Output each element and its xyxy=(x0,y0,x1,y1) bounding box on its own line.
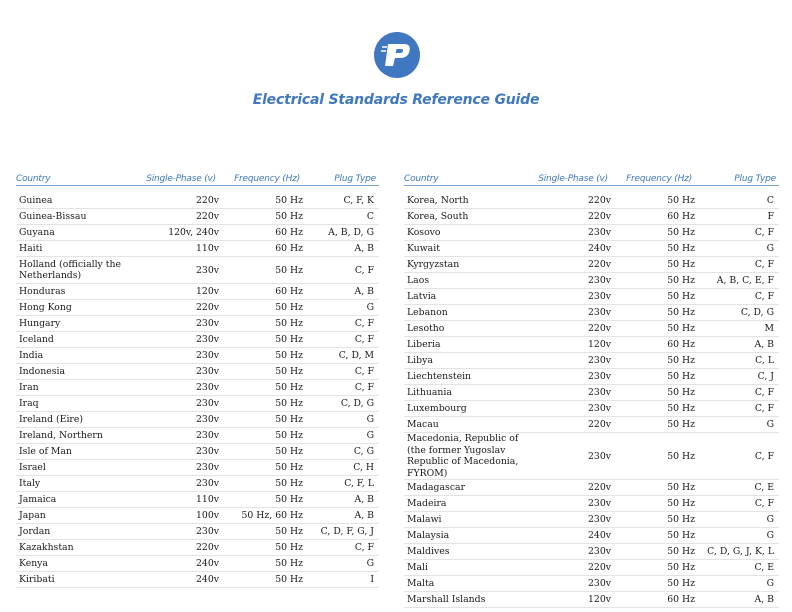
table-row xyxy=(16,524,379,540)
cell-voltage: 220v xyxy=(196,542,219,553)
cell-country: Iran xyxy=(19,381,39,393)
cell-plug: M xyxy=(764,323,774,334)
table-row xyxy=(16,380,379,396)
cell-plug: C, D, F, G, J xyxy=(320,526,374,537)
cell-country: Kyrgyzstan xyxy=(407,258,460,270)
cell-frequency: 50 Hz, 60 Hz xyxy=(241,510,303,521)
cell-voltage: 230v xyxy=(588,498,611,509)
cell-frequency: 50 Hz xyxy=(275,478,303,489)
cell-plug: C, F xyxy=(354,318,374,329)
table-row xyxy=(404,576,779,592)
cell-country: Maldives xyxy=(407,545,450,557)
cell-plug: C, E xyxy=(754,482,774,493)
cell-voltage: 220v xyxy=(196,195,219,206)
cell-frequency: 50 Hz xyxy=(667,419,695,430)
table-row xyxy=(16,332,379,348)
table-row xyxy=(16,556,379,572)
cell-country: Latvia xyxy=(407,290,437,302)
right-table xyxy=(404,166,779,608)
cell-frequency: 50 Hz xyxy=(275,494,303,505)
table-row xyxy=(404,353,779,369)
cell-frequency: 50 Hz xyxy=(667,530,695,541)
cell-voltage: 120v, 240v xyxy=(168,227,219,238)
cell-country: Kosovo xyxy=(407,226,441,238)
table-row xyxy=(404,193,779,209)
cell-frequency: 50 Hz xyxy=(667,291,695,302)
cell-country: Jordan xyxy=(19,525,51,537)
cell-plug: C, E xyxy=(754,562,774,573)
cell-voltage: 230v xyxy=(588,403,611,414)
cell-voltage: 230v xyxy=(588,371,611,382)
table-row xyxy=(16,316,379,332)
cell-frequency: 50 Hz xyxy=(667,371,695,382)
table-row xyxy=(404,592,779,608)
cell-voltage: 230v xyxy=(196,526,219,537)
table-row xyxy=(16,412,379,428)
cell-frequency: 50 Hz xyxy=(667,578,695,589)
cell-frequency: 50 Hz xyxy=(667,259,695,270)
cell-frequency: 60 Hz xyxy=(275,227,303,238)
table-row xyxy=(16,284,379,300)
cell-country: Isle of Man xyxy=(19,445,72,457)
cell-voltage: 230v xyxy=(196,446,219,457)
table-row xyxy=(16,300,379,316)
cell-voltage: 220v xyxy=(588,419,611,430)
cell-voltage: 240v xyxy=(196,574,219,585)
cell-plug: A, B xyxy=(354,494,374,505)
cell-country: Guinea xyxy=(19,194,53,206)
right-table-body xyxy=(404,193,779,608)
cell-plug: C, F xyxy=(754,227,774,238)
table-row xyxy=(16,460,379,476)
cell-frequency: 50 Hz xyxy=(275,526,303,537)
cell-plug: C, D, G xyxy=(740,307,774,318)
cell-frequency: 60 Hz xyxy=(275,286,303,297)
left-table-body xyxy=(16,193,379,588)
cell-frequency: 50 Hz xyxy=(275,334,303,345)
cell-frequency: 50 Hz xyxy=(275,430,303,441)
cell-plug: C xyxy=(366,211,374,222)
cell-country: Madagascar xyxy=(407,481,466,493)
cell-plug: G xyxy=(766,578,774,589)
cell-voltage: 230v xyxy=(196,318,219,329)
cell-voltage: 110v xyxy=(196,243,219,254)
cell-frequency: 50 Hz xyxy=(667,243,695,254)
cell-voltage: 230v xyxy=(196,414,219,425)
cell-plug: C, D, M xyxy=(338,350,374,361)
cell-frequency: 50 Hz xyxy=(275,211,303,222)
table-row xyxy=(404,257,779,273)
table-row xyxy=(16,572,379,588)
table-row xyxy=(16,428,379,444)
cell-voltage: 230v xyxy=(196,398,219,409)
cell-frequency: 50 Hz xyxy=(667,514,695,525)
cell-plug: C, D, G, J, K, L xyxy=(707,546,774,557)
brand-logo xyxy=(374,32,420,78)
cell-frequency: 50 Hz xyxy=(275,382,303,393)
cell-plug: G xyxy=(766,419,774,430)
left-table xyxy=(16,166,379,588)
cell-country: Mali xyxy=(407,561,429,573)
table-row xyxy=(404,209,779,225)
cell-country: Kiribati xyxy=(19,573,55,585)
table-row xyxy=(404,321,779,337)
cell-country: Iceland xyxy=(19,333,54,345)
cell-plug: C, F xyxy=(754,498,774,509)
cell-plug: G xyxy=(766,530,774,541)
cell-voltage: 220v xyxy=(588,259,611,270)
cell-plug: C, J xyxy=(757,371,774,382)
table-row xyxy=(404,560,779,576)
cell-plug: C, F xyxy=(754,387,774,398)
cell-voltage: 240v xyxy=(196,558,219,569)
table-row xyxy=(404,369,779,385)
cell-voltage: 230v xyxy=(588,514,611,525)
cell-voltage: 230v xyxy=(196,334,219,345)
table-row xyxy=(16,396,379,412)
cell-frequency: 50 Hz xyxy=(667,323,695,334)
cell-voltage: 220v xyxy=(196,211,219,222)
table-row xyxy=(404,496,779,512)
cell-country: Marshall Islands xyxy=(407,593,486,605)
cell-plug: C, F xyxy=(354,382,374,393)
table-row xyxy=(404,225,779,241)
cell-country: Haiti xyxy=(19,242,43,254)
cell-country: Kenya xyxy=(19,557,48,569)
cell-voltage: 100v xyxy=(196,510,219,521)
table-header xyxy=(404,166,779,186)
cell-voltage: 110v xyxy=(196,494,219,505)
cell-frequency: 50 Hz xyxy=(275,350,303,361)
cell-frequency: 50 Hz xyxy=(667,498,695,509)
cell-voltage: 230v xyxy=(196,382,219,393)
cell-plug: C, F, K xyxy=(343,195,374,206)
cell-plug: A, B, C, E, F xyxy=(716,275,774,286)
cell-country: Israel xyxy=(19,461,46,473)
cell-frequency: 50 Hz xyxy=(275,462,303,473)
cell-plug: C xyxy=(766,195,774,206)
cell-voltage: 120v xyxy=(588,339,611,350)
cell-voltage: 220v xyxy=(588,482,611,493)
cell-country: Kuwait xyxy=(407,242,440,254)
cell-plug: A, B xyxy=(354,243,374,254)
table-row xyxy=(404,480,779,496)
cell-plug: A, B, D, G xyxy=(328,227,374,238)
table-row xyxy=(404,401,779,417)
cell-country: Guinea-Bissau xyxy=(19,210,87,222)
cell-plug: C, F xyxy=(754,403,774,414)
cell-frequency: 50 Hz xyxy=(275,446,303,457)
table-row xyxy=(404,273,779,289)
cell-plug: C, F, L xyxy=(344,478,374,489)
table-row xyxy=(16,348,379,364)
cell-plug: G xyxy=(366,414,374,425)
cell-frequency: 60 Hz xyxy=(275,243,303,254)
cell-plug: C, H xyxy=(353,462,374,473)
cell-frequency: 50 Hz xyxy=(667,403,695,414)
cell-plug: C, G xyxy=(353,446,374,457)
cell-frequency: 50 Hz xyxy=(667,227,695,238)
cell-plug: G xyxy=(366,558,374,569)
table-row xyxy=(16,508,379,524)
cell-plug: G xyxy=(766,243,774,254)
cell-country: Malta xyxy=(407,577,435,589)
cell-plug: C, F xyxy=(354,366,374,377)
cell-frequency: 50 Hz xyxy=(275,574,303,585)
table-row xyxy=(16,444,379,460)
cell-frequency: 50 Hz xyxy=(667,482,695,493)
cell-frequency: 60 Hz xyxy=(667,594,695,605)
table-row xyxy=(16,241,379,257)
table-row xyxy=(404,417,779,433)
cell-frequency: 60 Hz xyxy=(667,211,695,222)
cell-plug: C, L xyxy=(755,355,774,366)
cell-country: Macau xyxy=(407,418,439,430)
cell-plug: G xyxy=(366,430,374,441)
table-row xyxy=(404,289,779,305)
header-country: Country xyxy=(16,174,51,184)
cell-plug: C, F xyxy=(754,291,774,302)
cell-voltage: 240v xyxy=(588,243,611,254)
cell-voltage: 230v xyxy=(196,430,219,441)
cell-voltage: 230v xyxy=(588,578,611,589)
cell-country: Malaysia xyxy=(407,529,450,541)
cell-frequency: 50 Hz xyxy=(667,450,695,462)
cell-frequency: 50 Hz xyxy=(275,542,303,553)
header-voltage: Single-Phase (v) xyxy=(146,174,216,184)
cell-country: Madeira xyxy=(407,497,447,509)
header-frequency: Frequency (Hz) xyxy=(626,174,692,184)
cell-country: Japan xyxy=(19,509,46,521)
table-row xyxy=(16,476,379,492)
table-row xyxy=(404,433,779,480)
cell-voltage: 230v xyxy=(196,478,219,489)
cell-plug: I xyxy=(370,574,374,585)
cell-plug: F xyxy=(767,211,774,222)
table-row xyxy=(404,305,779,321)
cell-voltage: 230v xyxy=(196,264,219,276)
header-country: Country xyxy=(404,174,439,184)
cell-country: Ireland, Northern xyxy=(19,429,103,441)
table-row xyxy=(16,209,379,225)
table-row xyxy=(16,225,379,241)
cell-plug: A, B xyxy=(354,510,374,521)
cell-frequency: 50 Hz xyxy=(275,366,303,377)
cell-country: Korea, North xyxy=(407,194,469,206)
cell-voltage: 230v xyxy=(196,350,219,361)
cell-plug: C, F xyxy=(354,542,374,553)
cell-country: Honduras xyxy=(19,285,66,297)
table-row xyxy=(404,337,779,353)
table-row xyxy=(16,364,379,380)
cell-country: Lithuania xyxy=(407,386,452,398)
cell-voltage: 230v xyxy=(588,546,611,557)
cell-voltage: 220v xyxy=(588,562,611,573)
cell-country: Ireland (Eire) xyxy=(19,413,83,425)
cell-voltage: 230v xyxy=(588,275,611,286)
cell-country: Liechtenstein xyxy=(407,370,472,382)
table-row xyxy=(16,492,379,508)
cell-plug: C, F xyxy=(754,450,774,462)
cell-voltage: 230v xyxy=(588,450,611,462)
cell-plug: A, B xyxy=(754,594,774,605)
logo-p-icon xyxy=(374,32,420,78)
table-row xyxy=(16,540,379,556)
cell-frequency: 50 Hz xyxy=(275,414,303,425)
cell-frequency: 50 Hz xyxy=(667,546,695,557)
cell-frequency: 50 Hz xyxy=(275,318,303,329)
cell-frequency: 50 Hz xyxy=(667,275,695,286)
cell-frequency: 50 Hz xyxy=(275,398,303,409)
table-row xyxy=(404,544,779,560)
cell-frequency: 50 Hz xyxy=(275,302,303,313)
cell-plug: G xyxy=(366,302,374,313)
cell-voltage: 230v xyxy=(196,366,219,377)
cell-country: Laos xyxy=(407,274,430,286)
cell-country: Hong Kong xyxy=(19,301,72,313)
cell-frequency: 50 Hz xyxy=(275,558,303,569)
header-plug: Plug Type xyxy=(734,174,776,184)
cell-country: Lesotho xyxy=(407,322,445,334)
cell-frequency: 50 Hz xyxy=(667,387,695,398)
cell-voltage: 230v xyxy=(588,307,611,318)
cell-plug: C, F xyxy=(354,264,374,276)
cell-voltage: 230v xyxy=(588,355,611,366)
header-frequency: Frequency (Hz) xyxy=(234,174,300,184)
cell-frequency: 50 Hz xyxy=(667,355,695,366)
cell-voltage: 220v xyxy=(196,302,219,313)
cell-country: Italy xyxy=(19,477,41,489)
header-voltage: Single-Phase (v) xyxy=(538,174,608,184)
cell-voltage: 120v xyxy=(196,286,219,297)
table-row xyxy=(404,528,779,544)
cell-country: Kazakhstan xyxy=(19,541,74,553)
table-row xyxy=(16,193,379,209)
cell-frequency: 50 Hz xyxy=(667,562,695,573)
cell-plug: G xyxy=(766,514,774,525)
cell-country: Hungary xyxy=(19,317,61,329)
cell-frequency: 50 Hz xyxy=(275,195,303,206)
cell-country: Iraq xyxy=(19,397,39,409)
cell-country: Indonesia xyxy=(19,365,65,377)
table-row xyxy=(404,385,779,401)
table-header xyxy=(16,166,379,186)
page-title: Electrical Standards Reference Guide xyxy=(252,92,540,108)
cell-plug: C, D, G xyxy=(340,398,374,409)
cell-voltage: 240v xyxy=(588,530,611,541)
cell-country: Luxembourg xyxy=(407,402,467,414)
cell-plug: A, B xyxy=(754,339,774,350)
cell-voltage: 230v xyxy=(588,227,611,238)
cell-frequency: 50 Hz xyxy=(667,307,695,318)
table-row xyxy=(404,512,779,528)
cell-country: Malawi xyxy=(407,513,442,525)
table-row xyxy=(16,257,379,284)
cell-plug: C, F xyxy=(754,259,774,270)
cell-frequency: 60 Hz xyxy=(667,339,695,350)
cell-country: Korea, South xyxy=(407,210,469,222)
cell-plug: C, F xyxy=(354,334,374,345)
cell-voltage: 230v xyxy=(588,291,611,302)
cell-country: Jamaica xyxy=(19,493,57,505)
cell-country: Lebanon xyxy=(407,306,448,318)
cell-country: Liberia xyxy=(407,338,441,350)
table-row xyxy=(404,241,779,257)
cell-voltage: 220v xyxy=(588,195,611,206)
cell-plug: A, B xyxy=(354,286,374,297)
header-plug: Plug Type xyxy=(334,174,376,184)
cell-voltage: 220v xyxy=(588,211,611,222)
cell-country: Guyana xyxy=(19,226,55,238)
cell-country: Libya xyxy=(407,354,433,366)
cell-frequency: 50 Hz xyxy=(275,264,303,276)
cell-frequency: 50 Hz xyxy=(667,195,695,206)
cell-voltage: 230v xyxy=(588,387,611,398)
cell-country: India xyxy=(19,349,44,361)
cell-voltage: 120v xyxy=(588,594,611,605)
cell-voltage: 230v xyxy=(196,462,219,473)
cell-country: Holland (officially the Netherlands) xyxy=(19,258,121,281)
cell-voltage: 220v xyxy=(588,323,611,334)
cell-country: Macedonia, Republic of (the former Yugoslav Republic of Macedonia, FYROM) xyxy=(407,433,519,479)
